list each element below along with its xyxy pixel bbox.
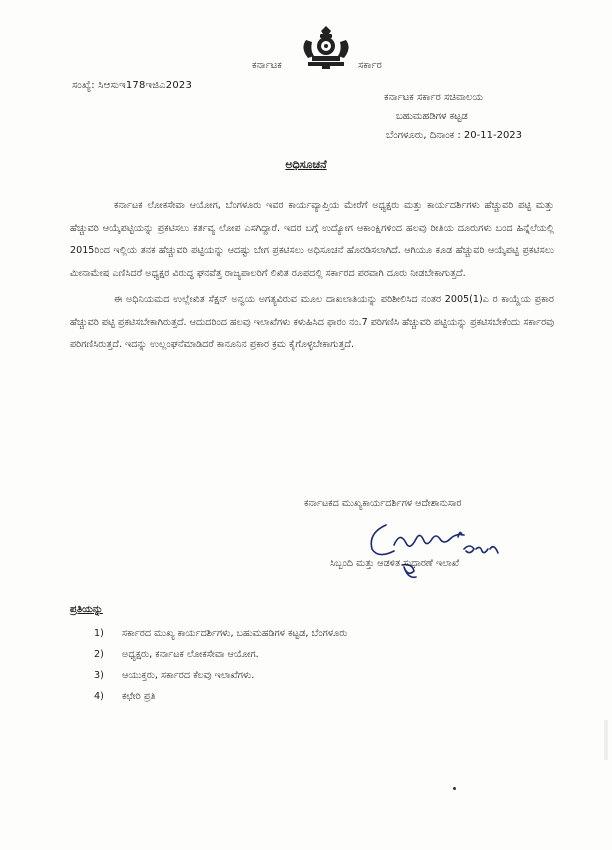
copies-list-item [94, 665, 347, 686]
signature-department: ಸಿಬ್ಬಂದಿ ಮತ್ತು ಆಡಳಿತ ಸುಧಾರಣೆ ಇಲಾಖೆ [330, 558, 460, 569]
notification-title [0, 158, 612, 172]
copies-item-number: 1) [94, 628, 104, 639]
copies-item-text: ಆಯುಕ್ತರು, ಸರ್ಕಾರದ ಕೆಲವು ಇಲಾಖೆಗಳು. [122, 670, 255, 681]
header-karnataka: ಕರ್ನಾಟಕ [252, 60, 282, 71]
body-paragraph: ಕರ್ನಾಟಕ ಲೋಕಸೇವಾ ಆಯೋಗ, ಬೆಂಗಳೂರು ಇವರ ಕಾರ್ಯವ್ಯಾಪ್ತಿಯ ಮೇರೆಗೆ ಅಧ್ಯಕ್ಷರು ಮತ್ತು ಕಾರ್ಯದರ್ಶಿಗಳು ಹೆಚ್ಚುವರಿ ಪಟ್ಟಿ ಮತ್ತು ಹೆಚ್ಚುವರಿ ಆಯ್ಕೆಪಟ್ಟಿಯನ್ನು ಪ್ರಕಟಿಸಲು ಕರ್ತವ್ಯ ಲೋಪ ಎಸಗಿದ್ದಾರೆ. ಇದರ ಬಗ್ಗೆ ಉದ್ಯೋಗ ಆಕಾಂಕ್ಷಿಗಳಿಂದ ಹಲವು ರೀತಿಯ ದೂರುಗಳು ಬಂದ ಹಿನ್ನೆಲೆಯಲ್ಲಿ 2015ರಿಂದ ಇಲ್ಲಿಯ ತನಕ ಹೆಚ್ಚುವರಿ ಪಟ್ಟಿಯನ್ನು ಆದಷ್ಟು ಬೇಗ ಪ್ರಕಟಿಸಲು ಅಧಿಸೂಚನೆ ಹೊರಡಿಸಲಾಗಿದೆ. ಆಗಿಯೂ ಕೂಡ ಹೆಚ್ಚುವರಿ ಆಯ್ಕೆಪಟ್ಟಿ ಪ್ರಕಟಿಸಲು ಮೀನಾಮೇಷ ಎಣಿಸಿದರೆ ಅಧ್ಯಕ್ಷರ ವಿರುದ್ಧ ಘನವೆತ್ತ ರಾಜ್ಯಪಾಲರಿಗೆ ಲಿಖಿತ ರೂಪದಲ್ಲಿ ಸರ್ಕಾರದ ಪರವಾಗಿ ದೂರು ನೀಡಬೇಕಾಗುತ್ತದೆ. [70, 200, 554, 279]
karnataka-emblem-icon [298, 24, 354, 70]
copies-list-item [94, 686, 347, 707]
ink-speck [453, 787, 456, 790]
body-paragraph: ಈ ಅಧಿನಿಯಮದ ಉಲ್ಲೇಖಿತ ಸೆಕ್ಷನ್ ಅನ್ವಯ ಅಗತ್ಯವಿರುವ ಮೂಲ ದಾಖಲಾತಿಯನ್ನು ಪರಿಶೀಲಿಸಿದ ನಂತರ 2005(1)ಎ ರ ಕಾಯ್ದೆಯ ಪ್ರಕಾರ ಹೆಚ್ಚುವರಿ ಪಟ್ಟಿ ಪ್ರಕಟಿಸಬೇಕಾಗಿರುತ್ತದೆ. ಆದುದರಿಂದ ಹಲವು ಇಲಾಖೆಗಳು ಕಳುಹಿಸಿದ ಫಾರಂ ನಂ.7 ಪರಿಗಣಿಸಿ ಹೆಚ್ಚುವರಿ ಪಟ್ಟಿಯನ್ನು ಪ್ರಕಟಿಸಬೇಕೆಂದು ಸರ್ಕಾರವು ಪರಿಗಣಿಸಿರುತ್ತದೆ. ಇದನ್ನು ಉಲ್ಲಂಘನೆಮಾಡಿದರೆ ಕಾನೂನಿನ ಪ್ರಕಾರ ಕ್ರಮ ಕೈಗೊಳ್ಳಬೇಕಾಗುತ್ತದೆ. [70, 294, 554, 350]
reference-number: ಸಂಖ್ಯೆ: ಸಿಆಸುಇ178ಇಜಿಎ2023 [72, 80, 193, 91]
copies-item-text: ಸರ್ಕಾರದ ಮುಖ್ಯ ಕಾರ್ಯದರ್ಶಿಗಳು, ಬಹುಮಹಡಿಗಳ ಕಟ್ಟಡ, ಬೆಂಗಳೂರು [122, 628, 348, 639]
copies-list-item [94, 623, 347, 644]
copies-item-number: 2) [94, 649, 104, 660]
office-line-place-date: ಬೆಂಗಳೂರು, ದಿನಾಂಕ : 20-11-2023 [386, 130, 523, 141]
office-line-building: ಬಹುಮಹಡಿಗಳ ಕಟ್ಟಡ [396, 111, 468, 122]
signature-order-line: ಕರ್ನಾಟಕದ ಮುಖ್ಯಕಾರ್ಯದರ್ಶಿಗಳ ಆದೇಶಾನುಸಾರ [304, 498, 462, 509]
copies-list [94, 623, 347, 707]
copies-item-number: 3) [94, 670, 104, 681]
copies-item-text: ಅಧ್ಯಕ್ಷರು, ಕರ್ನಾಟಕ ಲೋಕಸೇವಾ ಆಯೋಗ. [122, 649, 259, 660]
copies-item-text: ಕಛೇರಿ ಪ್ರತಿ [122, 691, 156, 702]
copies-list-item [94, 644, 347, 665]
notification-title-text: ಅಧಿಸೂಚನೆ [285, 158, 327, 171]
header-government: ಸರ್ಕಾರ [358, 60, 382, 71]
handwritten-signature [356, 515, 516, 585]
office-address [384, 88, 522, 145]
office-line-secretariat: ಕರ್ನಾಟಕ ಸರ್ಕಾರ ಸಚಿವಾಲಯ [384, 92, 484, 103]
copies-item-number: 4) [94, 691, 104, 702]
scan-edge-mark [604, 720, 608, 760]
notification-body [70, 195, 554, 357]
copies-heading: ಪ್ರತಿಯನ್ನು [70, 604, 103, 615]
